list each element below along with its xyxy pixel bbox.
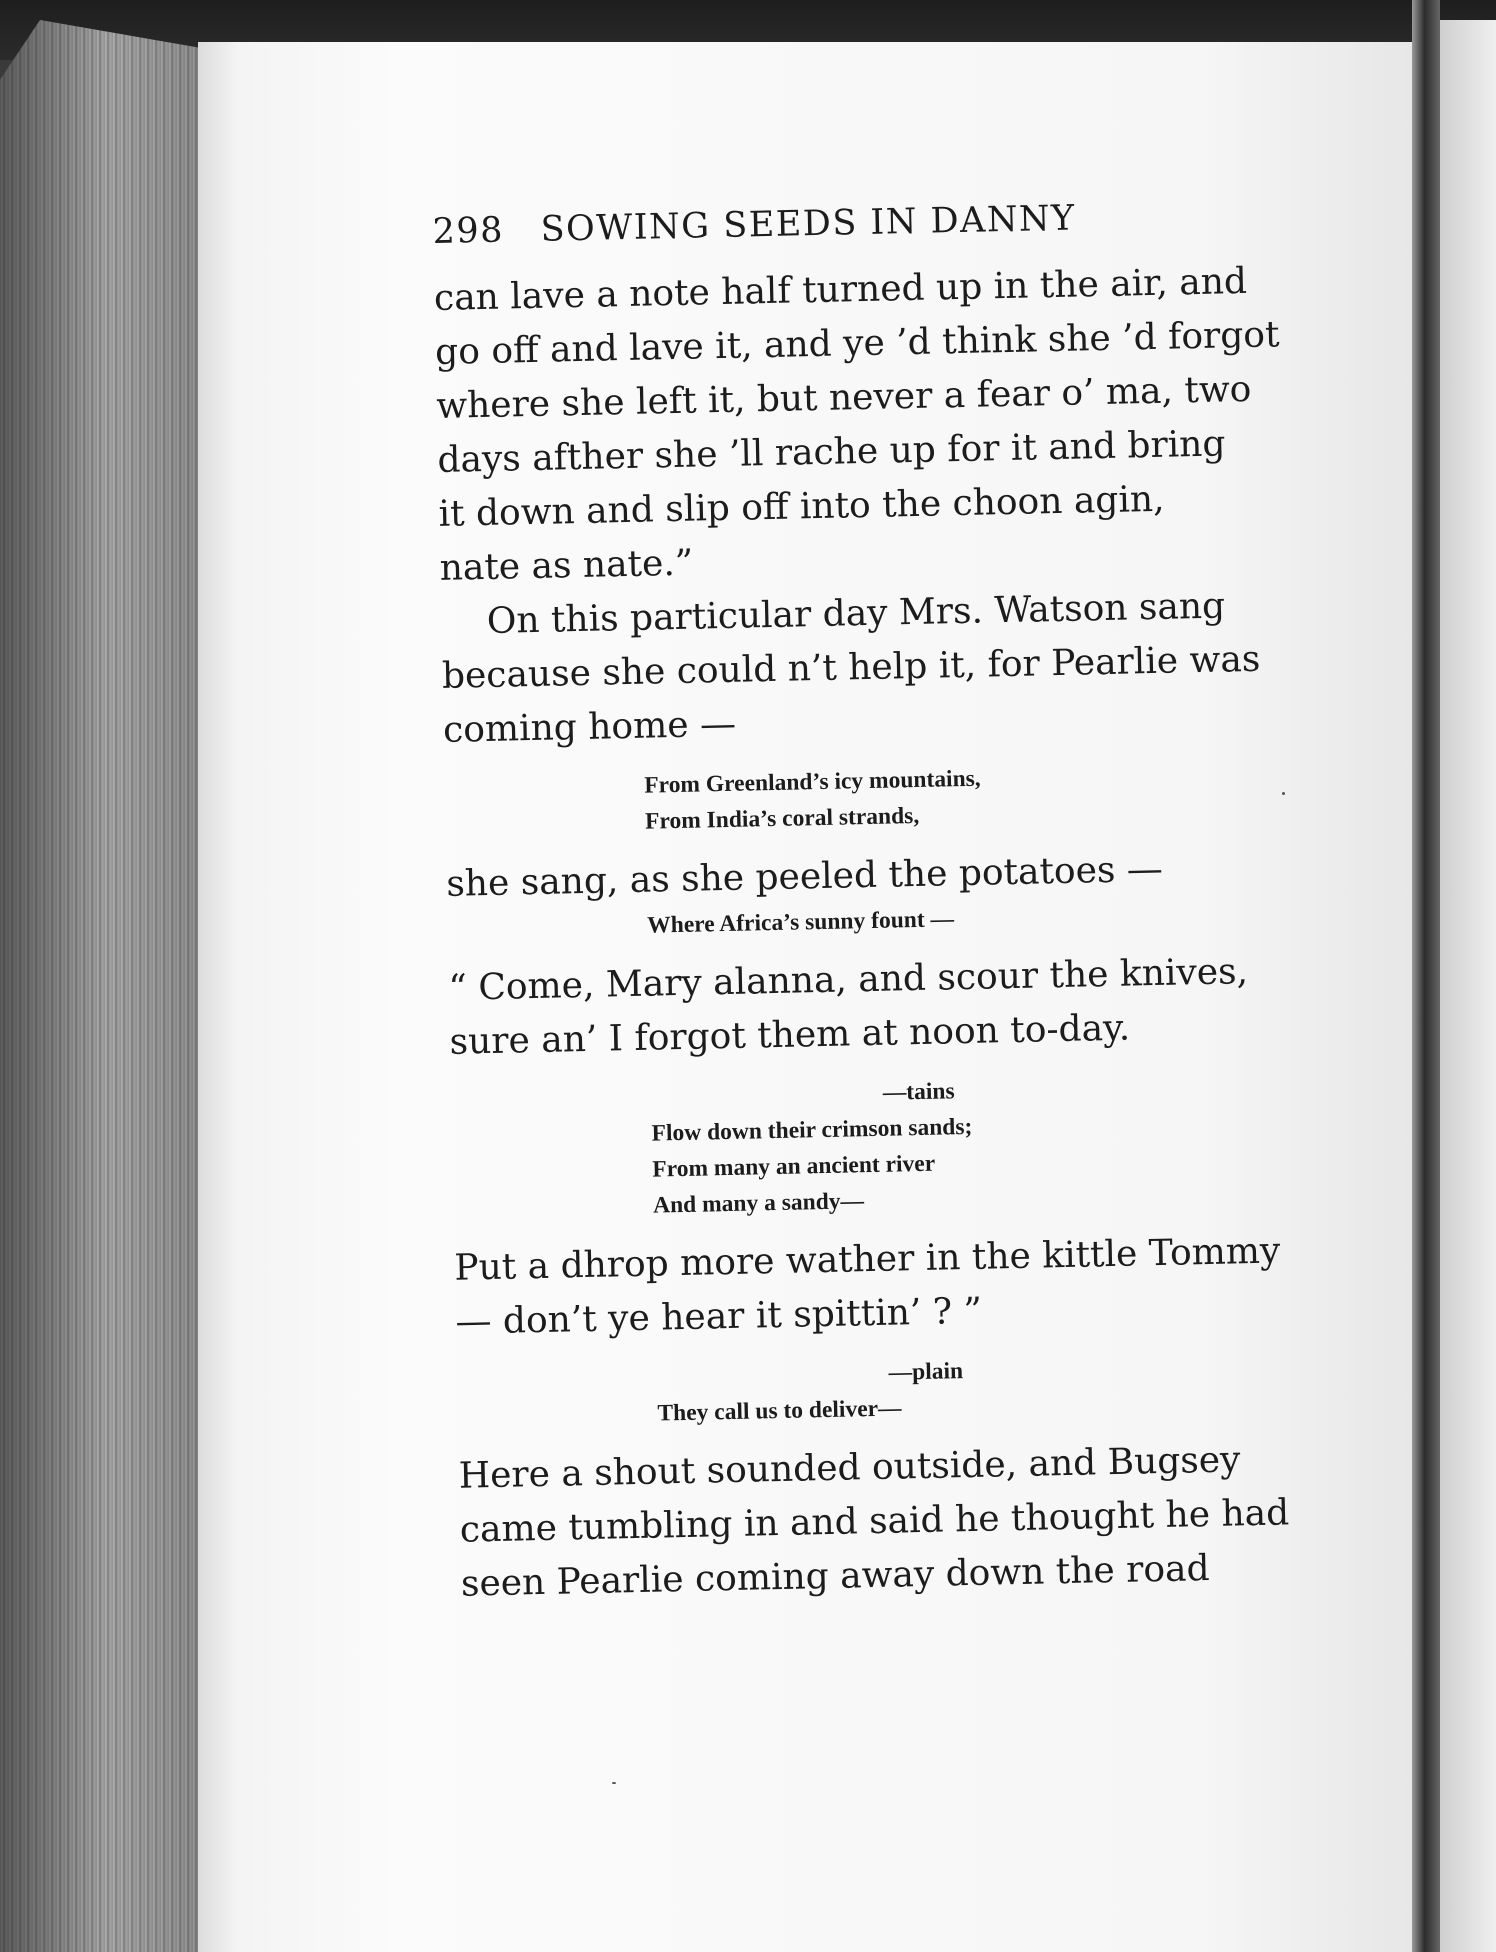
paragraph [434, 253, 1341, 596]
book-gutter [1412, 0, 1440, 1952]
hymn-verse [456, 1345, 1357, 1436]
text-line: On this particular day Mrs. Watson sang [486, 585, 1226, 642]
text-line: days afther she ’ll rache up for it and bring [437, 423, 1226, 481]
text-line: “ Come, Mary alanna, and scour the knives, [448, 951, 1249, 1009]
verse-line: From Greenland’s icy mountains, [644, 765, 981, 799]
verse-line: From many an ancient river [652, 1150, 936, 1183]
paragraph [440, 577, 1343, 758]
paragraph [448, 943, 1350, 1070]
verse-line: Where Africa’s sunny fount — [646, 906, 955, 939]
text-line: — don’t ye hear it spittin’ ? ” [455, 1290, 983, 1343]
text-line: she sang, as she peeled the potatoes — [445, 848, 1164, 905]
running-head [432, 193, 1333, 252]
facing-page [1440, 20, 1496, 1952]
text-line: sure an’ I forgot them at noon to-day. [449, 1007, 1131, 1063]
hymn-verse [451, 1065, 1354, 1228]
verse-line: They call us to deliver— [657, 1395, 902, 1427]
text-line: because she could n’t help it, for Pearlie was [441, 638, 1261, 697]
verse-line: From India’s coral strands, [644, 802, 920, 835]
text-line: go off and lave it, and ye ’d think she ’d forgot [434, 314, 1280, 373]
paper-speck [612, 1782, 616, 1784]
text-line: it down and slip off into the choon agin, [438, 478, 1165, 535]
text-line: can lave a note half turned up in the air, and [433, 260, 1248, 319]
verse-line: And many a sandy— [652, 1188, 865, 1219]
text-line: came tumbling in and said he thought he had [459, 1492, 1290, 1551]
verse-line: Flow down their crimson sands; [651, 1113, 973, 1147]
verse-line: —tains [882, 1078, 955, 1106]
text-line: Here a shout sounded outside, and Bugsey [458, 1439, 1241, 1497]
page-number: 298 [432, 210, 505, 252]
hymn-verse [444, 753, 1345, 844]
text-line: where she left it, but never a fear o’ ma, two [435, 368, 1252, 427]
book-title: SOWING SEEDS IN DANNY [540, 198, 1077, 250]
verse-line: —plain [888, 1358, 964, 1386]
page-text [432, 181, 1361, 1612]
paragraph [454, 1223, 1356, 1350]
text-line: seen Pearlie coming away down the road [460, 1548, 1210, 1605]
paragraph [458, 1431, 1361, 1612]
text-line: Put a dhrop more wather in the kittle Tommy [453, 1230, 1281, 1289]
text-line: nate as nate.” [439, 542, 694, 589]
text-line: coming home — [442, 703, 737, 751]
